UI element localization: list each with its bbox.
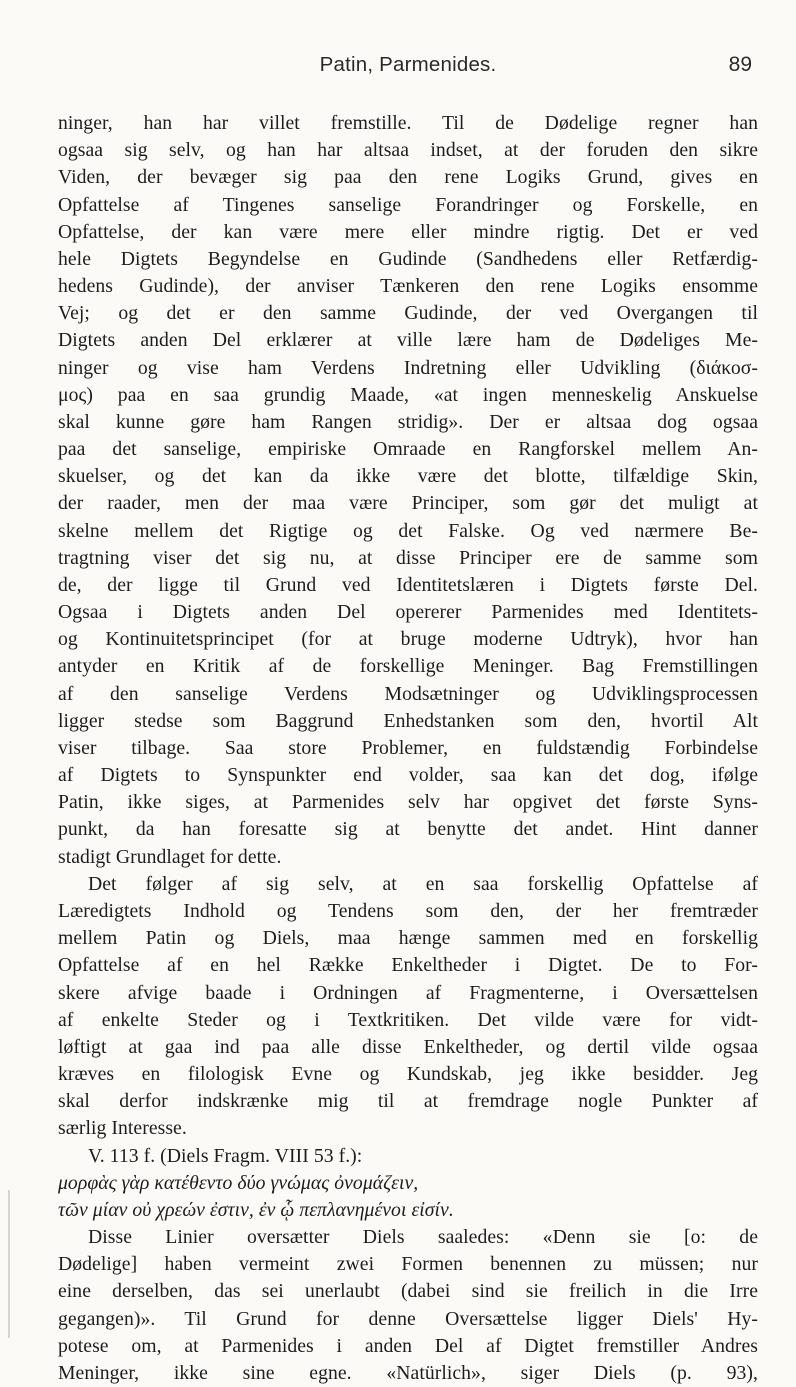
text-line: skere afvige baade i Ordningen af Fragmenterne, i Oversættelsen <box>58 981 758 1004</box>
text-line: Patin, ikke siges, at Parmenides selv har opgivet det første Syns- <box>58 791 758 814</box>
text-line: ninger og vise ham Verdens Indretning eller Udvikling (διάκοσ- <box>58 356 758 379</box>
scan-edge-shadow <box>8 1190 10 1338</box>
text-line: særlig Interesse. <box>58 1117 187 1140</box>
text-line: μος) paa en saa grundig Maade, «at ingen menneskelig Anskuelse <box>58 383 758 406</box>
page-header <box>58 53 758 89</box>
text-line: Opfattelse, der kan være mere eller mindre rigtig. Det er ved <box>58 220 758 243</box>
text-line: antyder en Kritik af de forskellige Meninger. Bag Fremstillingen <box>58 655 758 678</box>
text-line: Dødelige] haben vermeint zwei Formen benennen zu müssen; nur <box>58 1253 758 1276</box>
running-head: Patin, Parmenides. <box>319 53 497 76</box>
text-line: af Digtets to Synspunkter end volder, saa kan det dog, ifølge <box>58 764 758 787</box>
text-line: skal kunne gøre ham Rangen stridig». Der er altsaa dog ogsaa <box>58 410 758 433</box>
text-line: Meninger, ikke sine egne. «Natürlich», siger Diels (p. 93), <box>58 1361 758 1384</box>
text-line: punkt, da han foresatte sig at benytte det andet. Hint danner <box>58 818 758 841</box>
text-line: paa det sanselige, empiriske Omraade en Rangforskel mellem An- <box>58 438 758 461</box>
text-line: skelne mellem det Rigtige og det Falske. Og ved nærmere Be- <box>58 519 758 542</box>
text-line: Digtets anden Del erklærer at ville lære ham de Dødeliges Me- <box>58 329 758 352</box>
text-line: Viden, der bevæger sig paa den rene Logiks Grund, gives en <box>58 166 758 189</box>
text-line: løftigt at gaa ind paa alle disse Enkeltheder, og dertil vilde ogsaa <box>58 1035 758 1058</box>
text-line: ligger stedse som Baggrund Enhedstanken som den, hvortil Alt <box>58 709 758 732</box>
text-line: Ogsaa i Digtets anden Del opererer Parmenides med Identitets- <box>58 601 758 624</box>
text-line: skal derfor indskrænke mig til at fremdrage nogle Punkter af <box>58 1090 758 1113</box>
text-line: Disse Linier oversætter Diels saaledes: «Denn sie [o: de <box>88 1226 758 1249</box>
body-text <box>58 110 758 1387</box>
text-line: stadigt Grundlaget for dette. <box>58 845 282 868</box>
text-line: ninger, han har villet fremstille. Til de Dødelige regner han <box>58 112 758 134</box>
greek-verse-line: τῶν μίαν οὐ χρεών ἐστιν, ἐν ᾧ πεπλανημένοι εἰσίν. <box>58 1198 454 1221</box>
text-line: gegangen)». Til Grund for denne Oversættelse ligger Diels' Hy- <box>58 1307 758 1330</box>
text-line: hedens Gudinde), der anviser Tænkeren den rene Logiks ensomme <box>58 275 758 298</box>
page-number: 89 <box>728 53 752 76</box>
greek-verse-line: μορφὰς γὰρ κατέθεντο δύο γνώμας ὀνομάζειν, <box>58 1171 419 1194</box>
text-line: der raader, men der maa være Principer, som gør det muligt at <box>58 492 758 515</box>
text-line: mellem Patin og Diels, maa hænge sammen med en forskellig <box>58 927 758 950</box>
text-line: viser tilbage. Saa store Problemer, en fuldstændig Forbindelse <box>58 736 758 759</box>
text-line: ogsaa sig selv, og han har altsaa indset, at der foruden den sikre <box>58 139 758 162</box>
text-line: hele Digtets Begyndelse en Gudinde (Sandhedens eller Retfærdig- <box>58 247 758 270</box>
text-line: Opfattelse af Tingenes sanselige Forandringer og Forskelle, en <box>58 193 758 216</box>
text-line: potese om, at Parmenides i anden Del af Digtet fremstiller Andres <box>58 1334 758 1357</box>
text-line: tragtning viser det sig nu, at disse Principer ere de samme som <box>58 546 758 569</box>
text-line: skuelser, og det kan da ikke være det blotte, tilfældige Skin, <box>58 465 758 488</box>
text-line: de, der ligge til Grund ved Identitetslæren i Digtets første Del. <box>58 573 758 596</box>
text-line: Vej; og det er den samme Gudinde, der ved Overgangen til <box>58 302 758 325</box>
text-line: kræves en filologisk Evne og Kundskab, jeg ikke besidder. Jeg <box>58 1063 758 1086</box>
text-line: af enkelte Steder og i Textkritiken. Det vilde være for vidt- <box>58 1008 758 1031</box>
text-line: Opfattelse af en hel Række Enkeltheder i Digtet. De to For- <box>58 954 758 977</box>
text-line: og Kontinuitetsprincipet (for at bruge moderne Udtryk), hvor han <box>58 628 758 651</box>
text-line: Det følger af sig selv, at en saa forskellig Opfattelse af <box>88 872 758 895</box>
text-line: Læredigtets Indhold og Tendens som den, der her fremtræder <box>58 899 758 922</box>
text-line: af den sanselige Verdens Modsætninger og Udviklingsprocessen <box>58 682 758 705</box>
text-line: eine derselben, das sei unerlaubt (dabei sind sie freilich in die Irre <box>58 1280 758 1303</box>
text-line: V. 113 f. (Diels Fragm. VIII 53 f.): <box>88 1144 363 1167</box>
